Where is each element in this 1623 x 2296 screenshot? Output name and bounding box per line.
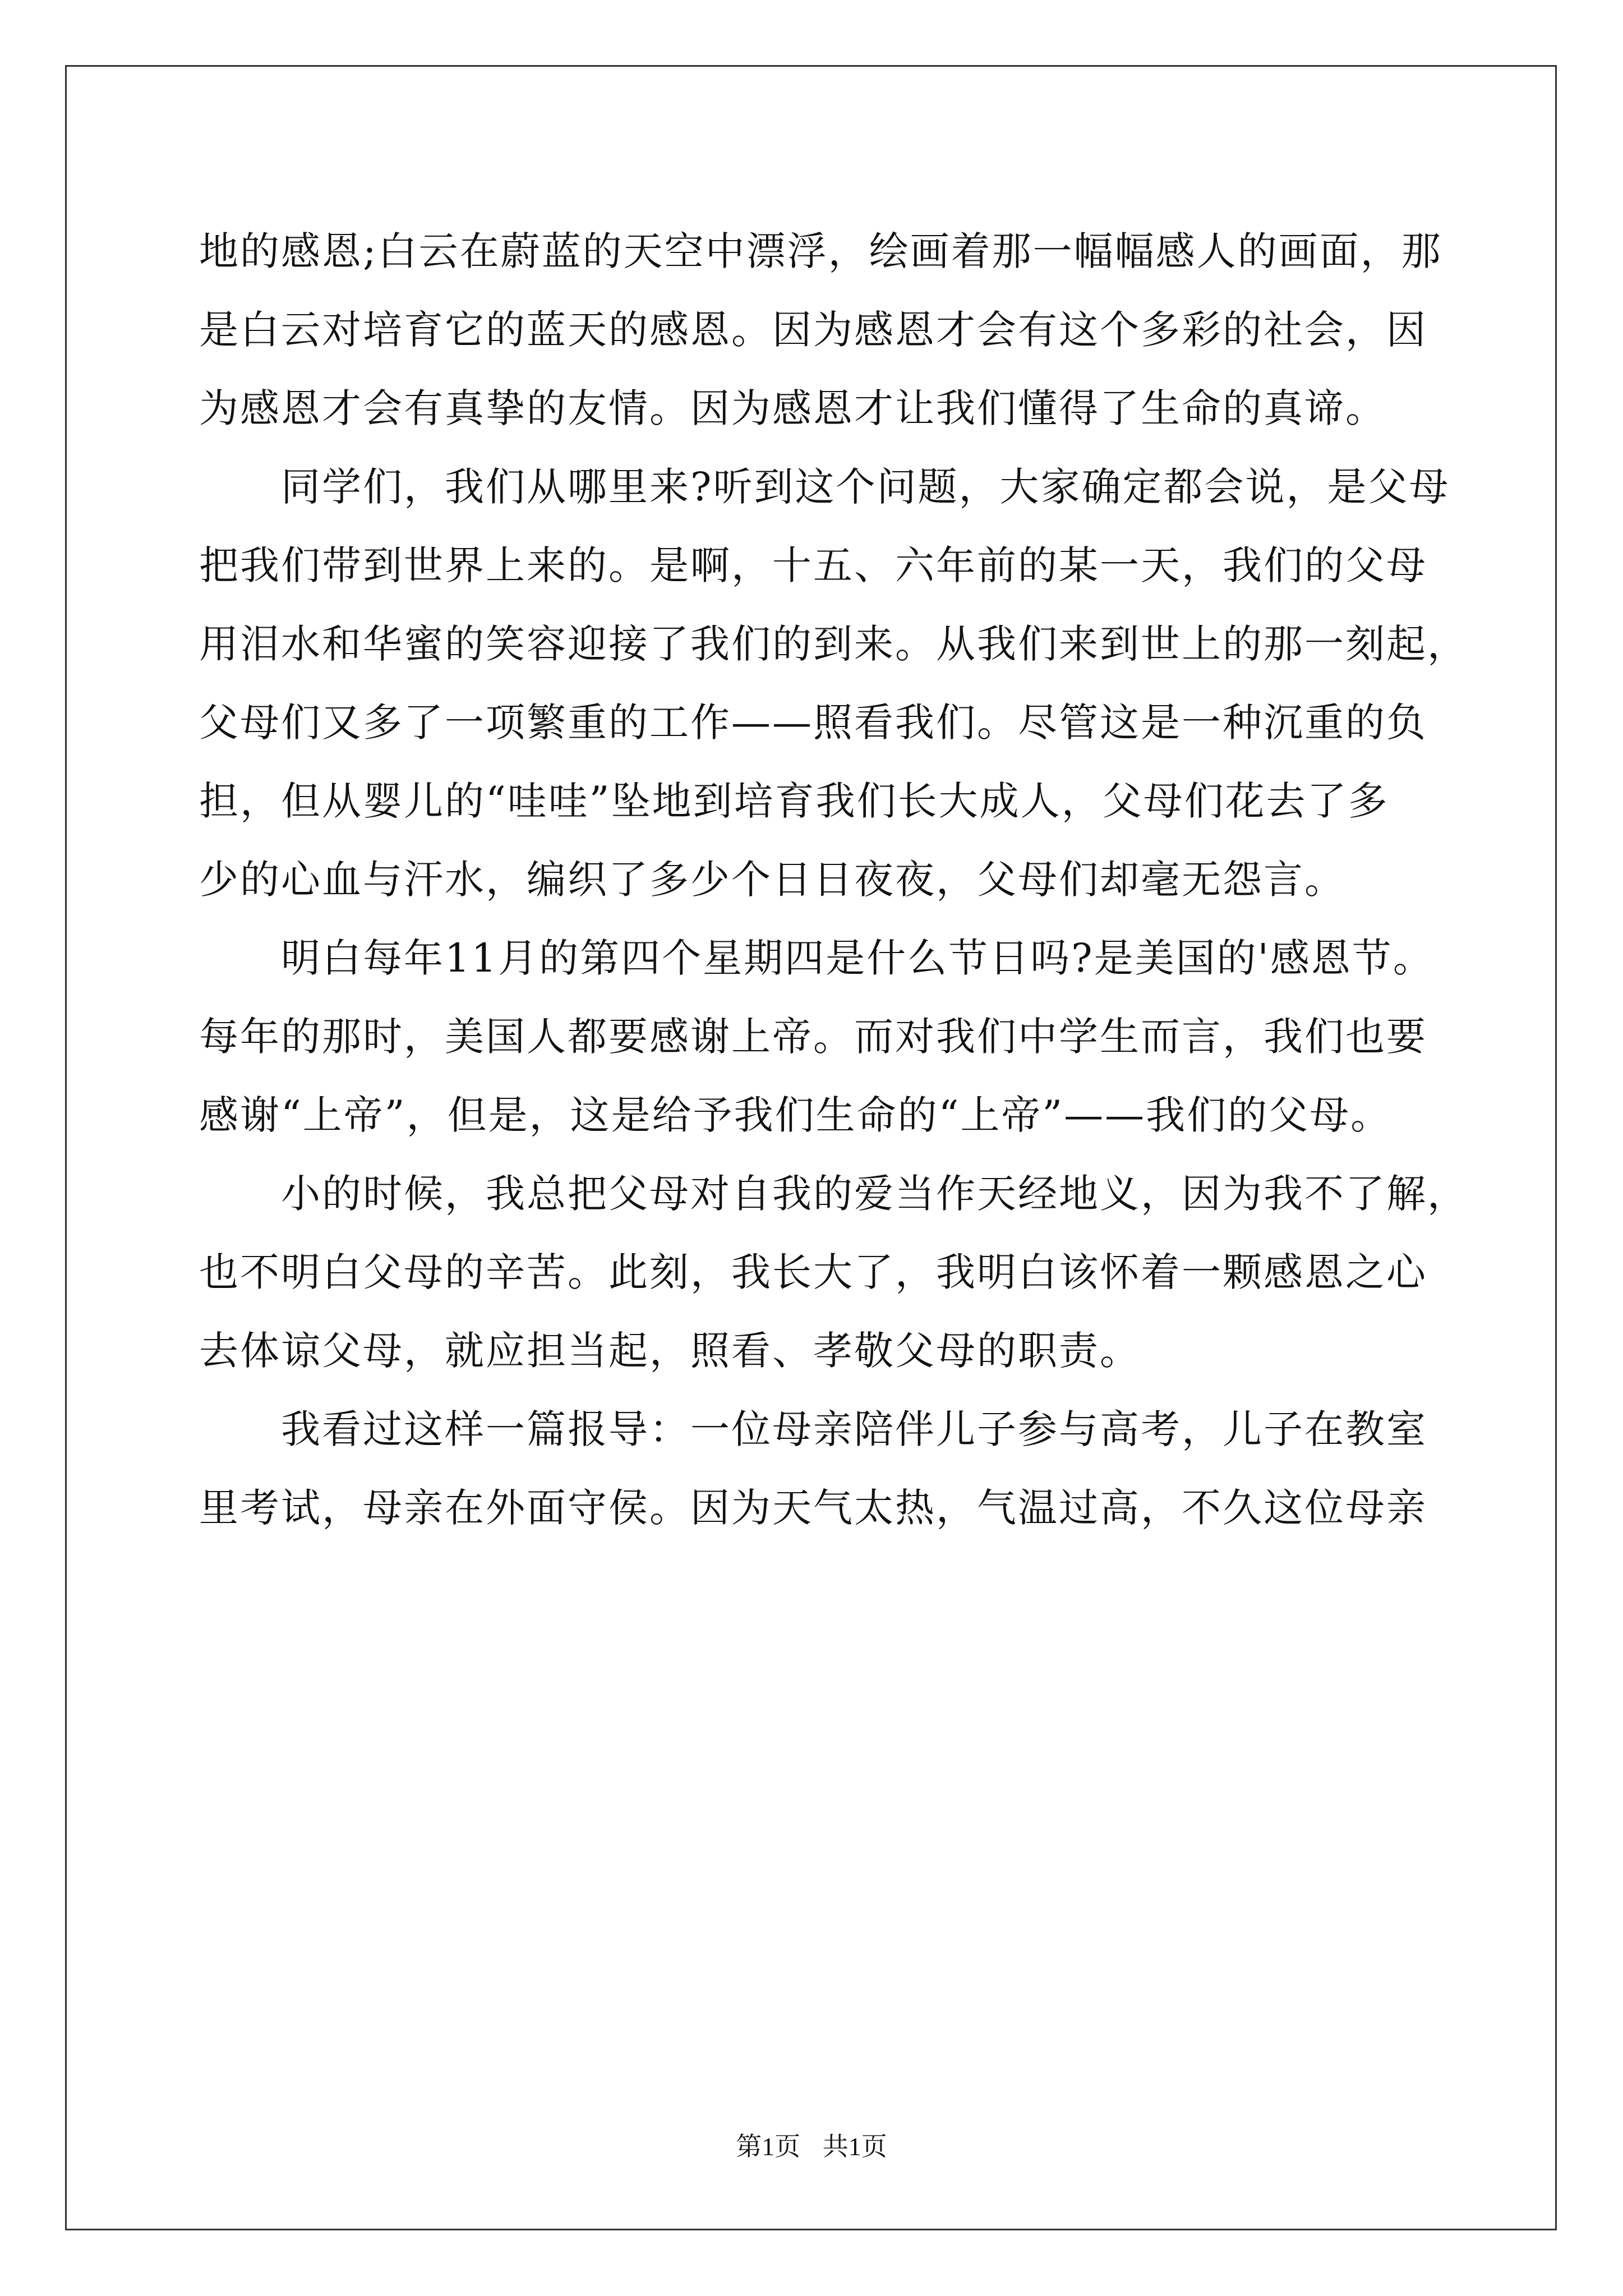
body-line: 是白云对培育它的蓝天的感恩。因为感恩才会有这个多彩的社会，因 — [199, 307, 1427, 353]
body-line: 父母们又多了一项繁重的工作——照看我们。尽管这是一种沉重的负 — [199, 700, 1427, 746]
body-line: 去体谅父母，就应担当起，照看、孝敬父母的职责。 — [199, 1328, 1141, 1374]
page-footer — [0, 2126, 1623, 2163]
body-line: 小的时候，我总把父母对自我的爱当作天经地义，因为我不了解， — [199, 1171, 1468, 1217]
body-line: 同学们，我们从哪里来?听到这个问题，大家确定都会说，是父母 — [199, 464, 1450, 510]
body-line: 里考试，母亲在外面守侯。因为天气太热，气温过高，不久这位母亲 — [199, 1485, 1427, 1531]
document-body — [199, 212, 1468, 1547]
body-line: 也不明白父母的辛苦。此刻，我长大了，我明白该怀着一颗感恩之心 — [199, 1249, 1427, 1295]
body-line: 我看过这样一篇报导：一位母亲陪伴儿子参与高考，儿子在教室 — [199, 1406, 1427, 1452]
body-line: 少的心血与汗水，编织了多少个日日夜夜，父母们却毫无怨言。 — [199, 857, 1345, 903]
body-line: 把我们带到世界上来的。是啊，十五、六年前的某一天，我们的父母 — [199, 542, 1427, 588]
page-number-current: 第1页 — [736, 2132, 801, 2161]
body-line: 明白每年11月的第四个星期四是什么节日吗?是美国的'感恩节。 — [199, 935, 1434, 981]
body-line: 感谢“上帝”，但是，这是给予我们生命的“上帝”——我们的父母。 — [199, 1092, 1392, 1138]
body-line: 用泪水和华蜜的笑容迎接了我们的到来。从我们来到世上的那一刻起， — [199, 621, 1468, 667]
body-line: 为感恩才会有真挚的友情。因为感恩才让我们懂得了生命的真谛。 — [199, 385, 1386, 431]
body-line: 每年的那时，美国人都要感谢上帝。而对我们中学生而言，我们也要 — [199, 1014, 1427, 1060]
page-number-total: 共1页 — [822, 2132, 887, 2161]
body-line: 担，但从婴儿的“哇哇”坠地到培育我们长大成人，父母们花去了多 — [199, 778, 1389, 824]
body-line: 地的感恩;白云在蔚蓝的天空中漂浮，绘画着那一幅幅感人的画面，那 — [199, 228, 1442, 274]
